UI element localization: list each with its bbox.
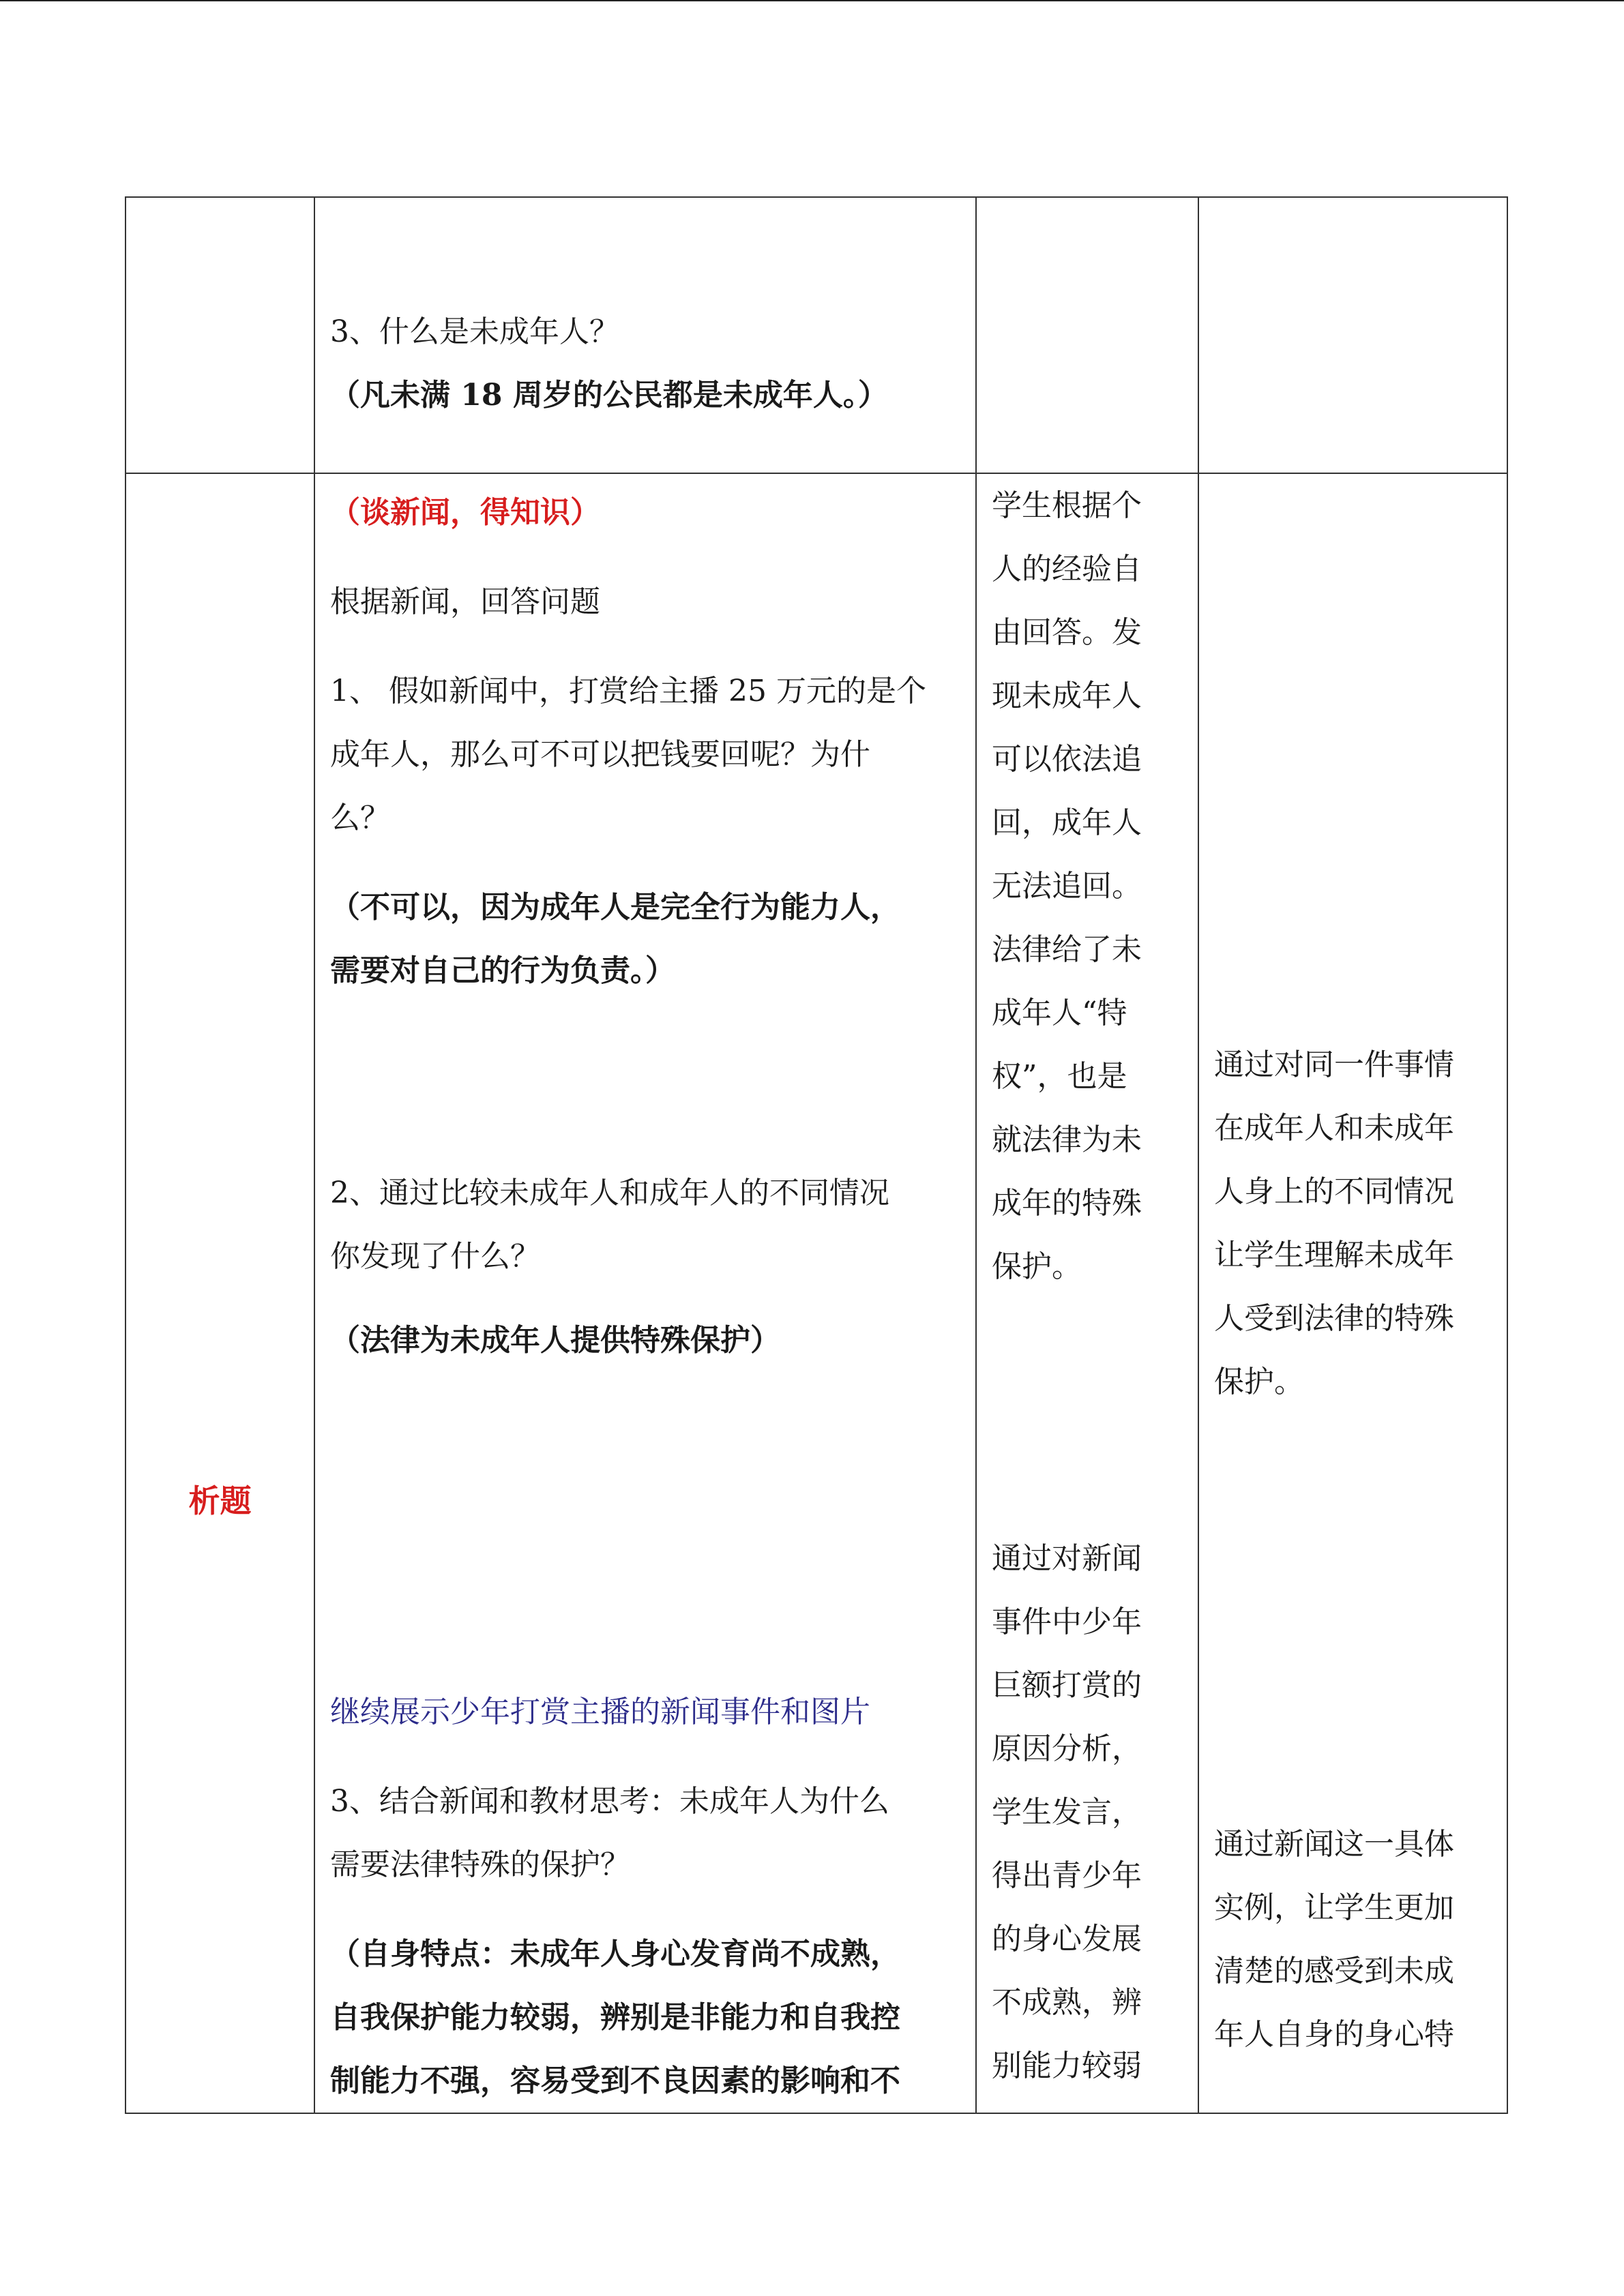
content-cell <box>314 473 976 2113</box>
intent-text: 通过新闻这一具体 <box>1214 1827 1454 1862</box>
intent-text: 清楚的感受到未成 <box>1214 1954 1454 1988</box>
lesson-plan-table <box>125 196 1508 2114</box>
activity-text: 回，成年人 <box>992 805 1142 840</box>
activity-text: 成年人“特 <box>992 996 1127 1030</box>
activity-text: 可以依法追 <box>992 742 1142 777</box>
activity-text: 的身心发展 <box>992 1922 1142 1956</box>
question-text: 3、结合新闻和教材思考：未成年人为什么 <box>330 1784 889 1819</box>
activity-text: 别能力较弱 <box>992 2048 1142 2083</box>
stage-cell <box>126 473 314 2113</box>
activity-text: 由回答。发 <box>992 615 1142 650</box>
answer-text: （凡未满 18 周岁的公民都是未成年人。） <box>330 378 888 413</box>
activity-text: 不成熟，辨 <box>992 1985 1142 2020</box>
intent-text: 年人自身的身心特 <box>1214 2017 1454 2052</box>
activity-text: 无法追回。 <box>992 869 1142 904</box>
activity-text: 成年的特殊 <box>992 1186 1142 1221</box>
activity-text: 得出青少年 <box>992 1858 1142 1893</box>
activity-text: 学生发言， <box>992 1795 1142 1830</box>
design-intent-cell <box>1198 473 1507 2113</box>
activity-text: 权”，也是 <box>992 1059 1127 1094</box>
intent-text: 人受到法律的特殊 <box>1214 1301 1454 1336</box>
content-cell <box>314 197 976 473</box>
table-row <box>126 473 1507 2113</box>
activity-text: 人的经验自 <box>992 552 1142 586</box>
answer-text: （法律为未成年人提供特殊保护） <box>330 1323 780 1358</box>
student-activity-cell <box>976 197 1198 473</box>
intent-text: 在成年人和未成年 <box>1214 1111 1454 1146</box>
answer-text: （自身特点：未成年人身心发育尚不成熟， <box>330 1937 900 1971</box>
question-text: 么？ <box>330 801 390 835</box>
answer-text: 需要对自己的行为负责。） <box>330 953 675 988</box>
design-intent-cell <box>1198 197 1507 473</box>
intro-text: 根据新闻，回答问题 <box>330 584 600 619</box>
activity-text: 原因分析， <box>992 1731 1142 1766</box>
answer-text: （不可以，因为成年人是完全行为能力人， <box>330 890 900 925</box>
stage-label: 析题 <box>188 1482 252 1519</box>
activity-text: 就法律为未 <box>992 1122 1142 1157</box>
activity-text: 保护。 <box>992 1249 1082 1284</box>
answer-text: 制能力不强，容易受到不良因素的影响和不 <box>330 2063 900 2098</box>
intent-text: 保护。 <box>1214 1365 1304 1399</box>
table-row <box>126 197 1507 473</box>
section-heading: （谈新闻，得知识） <box>330 495 600 530</box>
answer-text: 自我保护能力较弱，辨别是非能力和自我控 <box>330 2000 900 2035</box>
question-text: 成年人，那么可不可以把钱要回呢？为什 <box>330 737 870 772</box>
question-text: 1、 假如新闻中，打赏给主播 25 万元的是个 <box>330 674 926 709</box>
question-text: 2、通过比较未成年人和成年人的不同情况 <box>330 1176 889 1210</box>
activity-text: 学生根据个 <box>992 488 1142 523</box>
intent-text: 通过对同一件事情 <box>1214 1047 1454 1082</box>
intent-text: 人身上的不同情况 <box>1214 1174 1454 1209</box>
question-text: 3、什么是未成年人？ <box>330 314 619 349</box>
activity-text: 通过对新闻 <box>992 1541 1142 1576</box>
page-top-border <box>0 0 1624 1</box>
teacher-note: 继续展示少年打赏主播的新闻事件和图片 <box>330 1695 870 1729</box>
activity-text: 现未成年人 <box>992 679 1142 713</box>
intent-text: 让学生理解未成年 <box>1214 1238 1454 1272</box>
activity-text: 事件中少年 <box>992 1605 1142 1639</box>
activity-text: 法律给了未 <box>992 932 1142 967</box>
question-text: 你发现了什么？ <box>330 1239 540 1274</box>
activity-text: 巨额打赏的 <box>992 1668 1142 1703</box>
question-text: 需要法律特殊的保护？ <box>330 1847 630 1882</box>
intent-text: 实例，让学生更加 <box>1214 1890 1454 1925</box>
stage-cell <box>126 197 314 473</box>
student-activity-cell <box>976 473 1198 2113</box>
